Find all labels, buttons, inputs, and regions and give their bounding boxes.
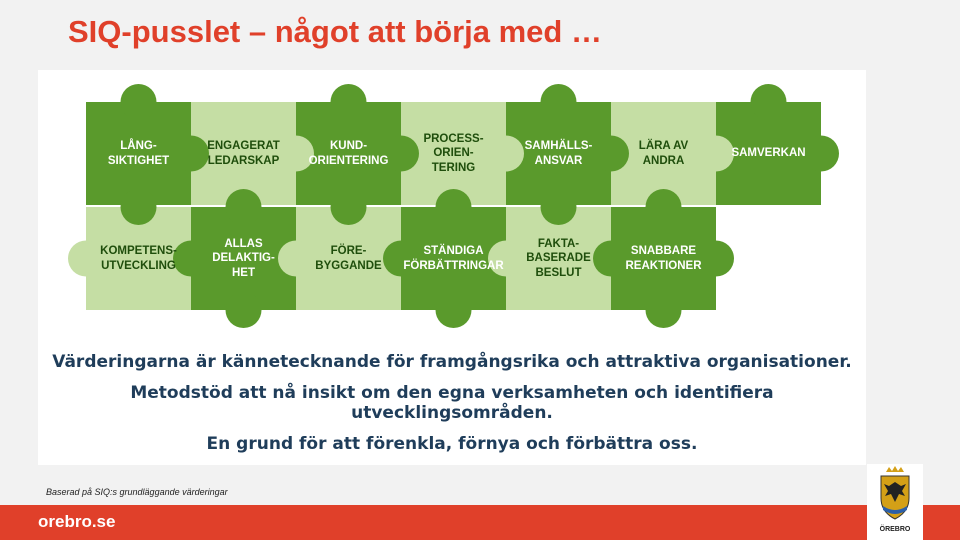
puzzle-piece-label-1-1: LÅNG- SIKTIGHET — [107, 140, 170, 167]
puzzle-piece-label-1-3: KUND- ORIENTERING — [308, 140, 389, 167]
statement-3: En grund för att förenkla, förnya och förbättra oss. — [206, 434, 698, 454]
orebro-logo — [867, 464, 923, 540]
footer-bar — [0, 505, 960, 540]
coat-of-arms-icon — [867, 464, 923, 526]
puzzle-piece-label-2-5: FAKTA- BASERADE BESLUT — [526, 237, 591, 279]
puzzle-piece-label-2-4: STÄNDIGA FÖRBÄTTRINGAR — [403, 245, 504, 272]
puzzle-piece-label-2-3: FÖRE- BYGGANDE — [315, 245, 382, 272]
puzzle-piece-label-1-2: ENGAGERAT LEDARSKAP — [207, 140, 280, 167]
source-note: Baserad på SIQ:s grundläggande värderingar — [46, 487, 228, 497]
puzzle-piece-label-1-7: SAMVERKAN — [731, 147, 806, 160]
puzzle-piece-label-1-6: LÄRA AV ANDRA — [638, 140, 689, 167]
puzzle-piece-label-2-1: KOMPETENS- UTVECKLING — [100, 245, 177, 272]
content-panel — [38, 70, 866, 465]
logo-text: ÖREBRO — [879, 526, 911, 533]
puzzle-piece-label-2-6: SNABBARE REAKTIONER — [625, 245, 702, 272]
statement-2: Metodstöd att nå insikt om den egna verksamheten och identifiera utvecklingsområden. — [130, 383, 774, 423]
slide-title: SIQ-pusslet – något att börja med … — [68, 14, 602, 49]
puzzle-piece-label-1-4: PROCESS- ORIEN- TERING — [423, 132, 484, 174]
statements — [38, 352, 866, 465]
puzzle-piece-label-1-5: SAMHÄLLS- ANSVAR — [524, 140, 593, 167]
orebro-link[interactable]: orebro.se — [38, 512, 116, 531]
statement-1: Värderingarna är kännetecknande för framgångsrika och attraktiva organisationer. — [52, 352, 852, 372]
puzzle-piece-label-2-2: ALLAS DELAKTIG- HET — [212, 237, 275, 279]
